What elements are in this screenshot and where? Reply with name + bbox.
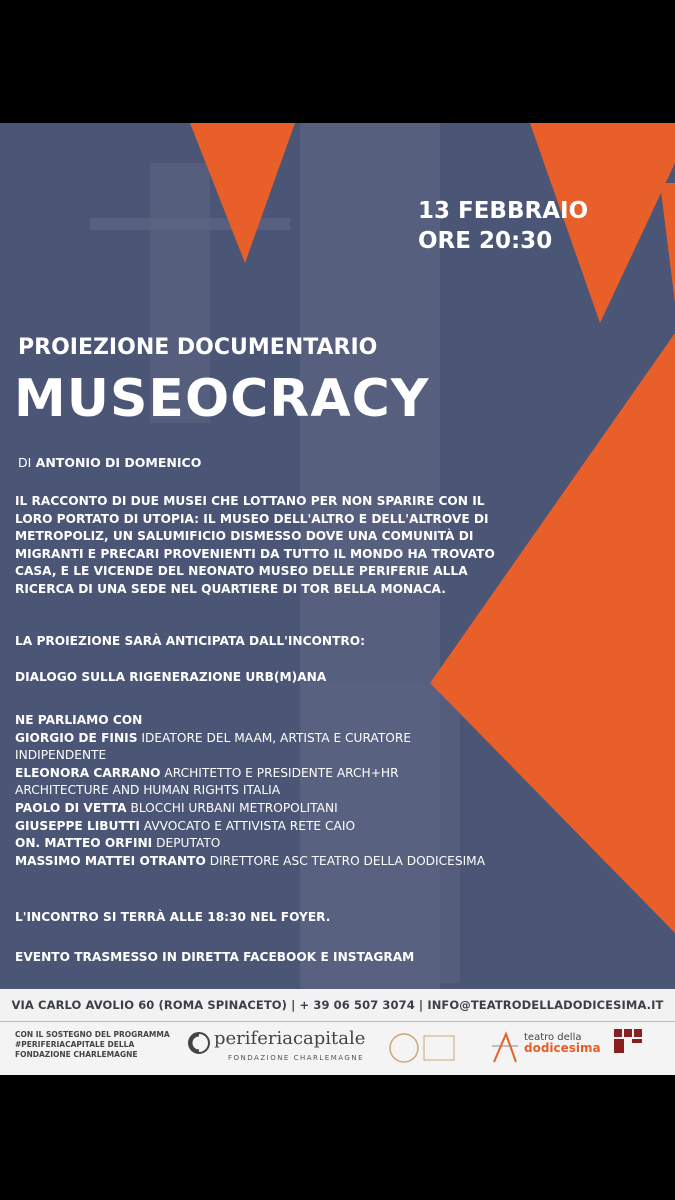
teatro-name	[524, 1032, 601, 1055]
teatro-line1: teatro della	[524, 1032, 582, 1043]
speaker-role: ARCHITECTURE AND HUMAN RIGHTS ITALIA	[15, 783, 281, 798]
contact-bar	[0, 989, 675, 1022]
speaker-role: AVVOCATO E ATTIVISTA RETE CAIO	[139, 818, 356, 833]
author-name: ANTONIO DI DOMENICO	[35, 455, 202, 470]
speakers-list	[15, 712, 485, 870]
contact-info: VIA CARLO AVOLIO 60 (ROMA SPINACETO) | + 39 06 507 3074 | INFO@TEATRODELLADODICESIMA.IT	[11, 998, 664, 1012]
support-line: #PERIFERIACAPITALE DELLA	[15, 1040, 135, 1049]
foyer-note: L'INCONTRO SI TERRÀ ALLE 18:30 NEL FOYER.	[15, 910, 331, 924]
speaker-row	[15, 747, 485, 765]
description-line: IL RACCONTO DI DUE MUSEI CHE LOTTANO PER NON SPARIRE CON IL	[15, 494, 485, 508]
event-description	[15, 493, 495, 599]
event-date-time	[418, 196, 588, 256]
support-text	[15, 1030, 170, 1060]
description-line: MIGRANTI E PRECARI PROVENIENTI DA TUTTO IL MONDO HA TROVATO	[15, 546, 495, 561]
event-author	[18, 455, 201, 470]
dodicesima-block-logo	[612, 1027, 652, 1075]
streaming-note: EVENTO TRASMESSO IN DIRETTA FACEBOOK E INSTAGRAM	[15, 950, 415, 964]
speaker-role: BLOCCHI URBANI METROPOLITANI	[126, 800, 338, 815]
speaker-row	[15, 730, 485, 748]
speaker-row	[15, 800, 485, 818]
periferia-sub: FONDAZIONE CHARLEMAGNE	[228, 1054, 364, 1062]
description-line: CASA, E LE VICENDE DEL NEONATO MUSEO DELLE PERIFERIE ALLA	[15, 564, 468, 579]
speaker-name: ON. MATTEO ORFINI	[15, 836, 153, 851]
speaker-row	[15, 765, 485, 783]
event-time: ORE 20:30	[418, 228, 553, 254]
speaker-row	[15, 853, 485, 871]
speaker-name: GIORGIO DE FINIS	[15, 730, 138, 745]
speakers-heading: NE PARLIAMO CON	[15, 713, 143, 727]
speaker-role: INDIPENDENTE	[15, 748, 107, 763]
speaker-name: ELEONORA CARRANO	[15, 765, 161, 780]
description-line: RICERCA DI UNA SEDE NEL QUARTIERE DI TOR BELLA MONACA.	[15, 581, 446, 596]
description-line: LORO PORTATO DI UTOPIA: IL MUSEO DELL'ALTRO E DELL'ALTROVE DI	[15, 511, 489, 526]
speaker-row	[15, 835, 485, 853]
speaker-role: DEPUTATO	[152, 836, 221, 851]
event-poster	[0, 123, 675, 1075]
periferiacapitale-icon	[188, 1030, 210, 1056]
speaker-row	[15, 818, 485, 836]
periferia-name: periferiacapitale	[214, 1028, 366, 1049]
author-prefix: DI	[18, 455, 32, 470]
teatro-logo-mark	[490, 1028, 520, 1068]
preface-text: LA PROIEZIONE SARÀ ANTICIPATA DALL'INCONTRO:	[15, 634, 366, 648]
speaker-row	[15, 782, 485, 800]
speaker-name: MASSIMO MATTEI OTRANTO	[15, 853, 206, 868]
speaker-name: GIUSEPPE LIBUTTI	[15, 818, 140, 833]
sponsor-bar	[0, 1022, 675, 1075]
teatro-line2: dodicesima	[524, 1041, 601, 1055]
libreria-logo-mark	[388, 1030, 458, 1066]
event-date: 13 FEBBRAIO	[418, 198, 589, 224]
libreria-del-sole-logo	[388, 1030, 458, 1070]
dialogue-title: DIALOGO SULLA RIGENERAZIONE URB(M)ANA	[15, 670, 327, 684]
speaker-role: ARCHITETTO E PRESIDENTE ARCH+HR	[160, 765, 399, 780]
speaker-role: DIRETTORE ASC TEATRO DELLA DODICESIMA	[205, 853, 486, 868]
dodicesima-block-mark	[612, 1027, 652, 1071]
support-line: CON IL SOSTEGNO DEL PROGRAMMA	[15, 1030, 170, 1039]
description-line: METROPOLIZ, UN SALUMIFICIO DISMESSO DOVE UNA COMUNITÀ DI	[15, 529, 474, 544]
event-title: MUSEOCRACY	[14, 369, 430, 429]
support-line: FONDAZIONE CHARLEMAGNE	[15, 1050, 138, 1059]
speaker-name: PAOLO DI VETTA	[15, 800, 127, 815]
speaker-role: IDEATORE DEL MAAM, ARTISTA E CURATORE	[137, 730, 412, 745]
event-kicker: PROIEZIONE DOCUMENTARIO	[18, 335, 378, 360]
